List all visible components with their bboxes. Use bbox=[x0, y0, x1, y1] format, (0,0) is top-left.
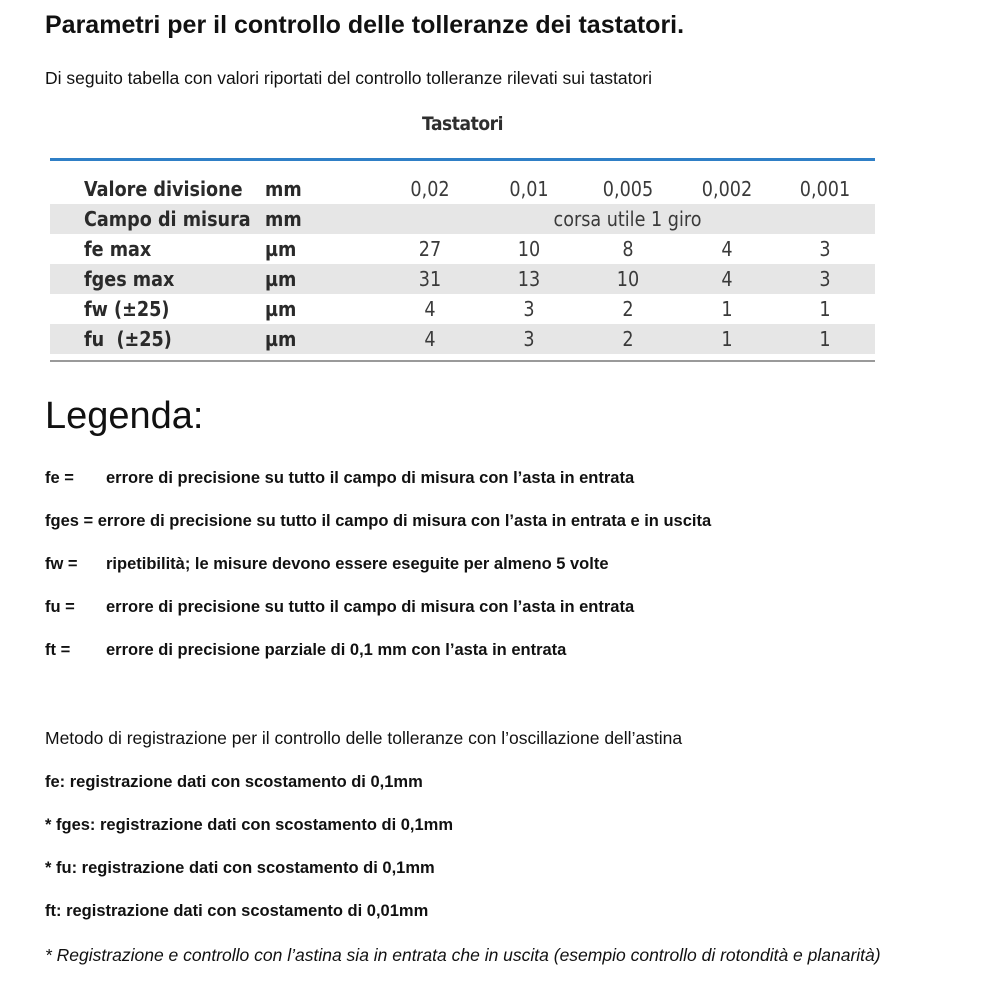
method-line-fe: fe: registrazione dati con scostamento di 0,1mm bbox=[45, 773, 423, 791]
tolerance-table bbox=[50, 158, 875, 362]
table-cell: 31 bbox=[418, 267, 442, 291]
table-cell: 10 bbox=[616, 267, 640, 291]
table-cell: 0,005 bbox=[602, 177, 654, 201]
table-row-fu bbox=[50, 324, 875, 354]
legend-abbr: fges = bbox=[45, 512, 94, 530]
method-note: * Registrazione e controllo con l’astina sia in entrata che in uscita (esempio controllo di rotondità e planarità) bbox=[45, 945, 881, 965]
row-label: Campo di misura bbox=[84, 207, 251, 231]
page-title: Parametri per il controllo delle tolleranze dei tastatori. bbox=[45, 11, 685, 39]
table-cell: 4 bbox=[424, 297, 436, 321]
table-span-cell: corsa utile 1 giro bbox=[553, 207, 702, 231]
table-cell: 0,01 bbox=[509, 177, 549, 201]
table-cell: 13 bbox=[517, 267, 541, 291]
row-label: fw (±25) bbox=[84, 297, 170, 321]
table-cell: 8 bbox=[622, 237, 634, 261]
row-unit: mm bbox=[265, 207, 302, 231]
legend-abbr: fu = bbox=[45, 598, 75, 616]
row-unit: µm bbox=[265, 267, 297, 291]
table-caption: Tastatori bbox=[421, 113, 504, 135]
table-row-campo-di-misura bbox=[50, 204, 875, 234]
table-row-fw bbox=[50, 294, 875, 324]
legend-abbr: fw = bbox=[45, 555, 78, 573]
table-cell: 27 bbox=[418, 237, 442, 261]
row-label: Valore divisione bbox=[84, 177, 243, 201]
table-cell: 2 bbox=[622, 297, 634, 321]
legend-text: ripetibilità; le misure devono essere eseguite per almeno 5 volte bbox=[106, 555, 609, 573]
method-line-fges: * fges: registrazione dati con scostamento di 0,1mm bbox=[45, 816, 454, 834]
legend-item-fw bbox=[45, 555, 609, 574]
row-unit: µm bbox=[265, 237, 297, 261]
table-cell: 1 bbox=[819, 297, 831, 321]
table-cell: 3 bbox=[523, 297, 535, 321]
legend-abbr: fe = bbox=[45, 469, 74, 487]
table-cell: 3 bbox=[819, 267, 831, 291]
table-cell: 2 bbox=[622, 327, 634, 351]
row-label: fges max bbox=[84, 267, 175, 291]
method-line-ft: ft: registrazione dati con scostamento di 0,01mm bbox=[45, 902, 429, 920]
row-label: fu (±25) bbox=[84, 327, 172, 351]
legend-text: errore di precisione su tutto il campo di misura con l’asta in entrata bbox=[106, 469, 635, 487]
row-label: fe max bbox=[84, 237, 152, 261]
legend-item-fu bbox=[45, 598, 634, 617]
row-unit: mm bbox=[265, 177, 302, 201]
table-cell: 0,02 bbox=[410, 177, 450, 201]
table-row-fges-max bbox=[50, 264, 875, 294]
page-subtitle: Di seguito tabella con valori riportati del controllo tolleranze rilevati sui tastatori bbox=[45, 68, 652, 88]
table-cell: 4 bbox=[721, 267, 733, 291]
row-unit: µm bbox=[265, 327, 297, 351]
legend-item-fe bbox=[45, 469, 634, 488]
table-cell: 1 bbox=[721, 327, 733, 351]
legend-text: errore di precisione su tutto il campo di misura con l’asta in entrata e in uscita bbox=[97, 512, 712, 530]
table-cell: 1 bbox=[721, 297, 733, 321]
table-cell: 10 bbox=[517, 237, 541, 261]
table-cell: 3 bbox=[523, 327, 535, 351]
legend-text: errore di precisione su tutto il campo di misura con l’asta in entrata bbox=[106, 598, 635, 616]
method-line-fu: * fu: registrazione dati con scostamento di 0,1mm bbox=[45, 859, 435, 877]
legend-text: errore di precisione parziale di 0,1 mm con l’asta in entrata bbox=[106, 641, 567, 659]
table-cell: 4 bbox=[721, 237, 733, 261]
table-cell: 3 bbox=[819, 237, 831, 261]
row-unit: µm bbox=[265, 297, 297, 321]
table-row-valore-divisione bbox=[50, 174, 875, 204]
legend-item-fges bbox=[45, 512, 711, 531]
table-row-fe-max bbox=[50, 234, 875, 264]
table-cell: 4 bbox=[424, 327, 436, 351]
method-intro: Metodo di registrazione per il controllo delle tolleranze con l’oscillazione dell’astina bbox=[45, 728, 683, 748]
table-cell: 0,002 bbox=[701, 177, 753, 201]
legend-abbr: ft = bbox=[45, 641, 71, 659]
table-cell: 0,001 bbox=[799, 177, 851, 201]
legend-item-ft bbox=[45, 641, 566, 660]
table-cell: 1 bbox=[819, 327, 831, 351]
legend-heading: Legenda: bbox=[45, 395, 204, 437]
